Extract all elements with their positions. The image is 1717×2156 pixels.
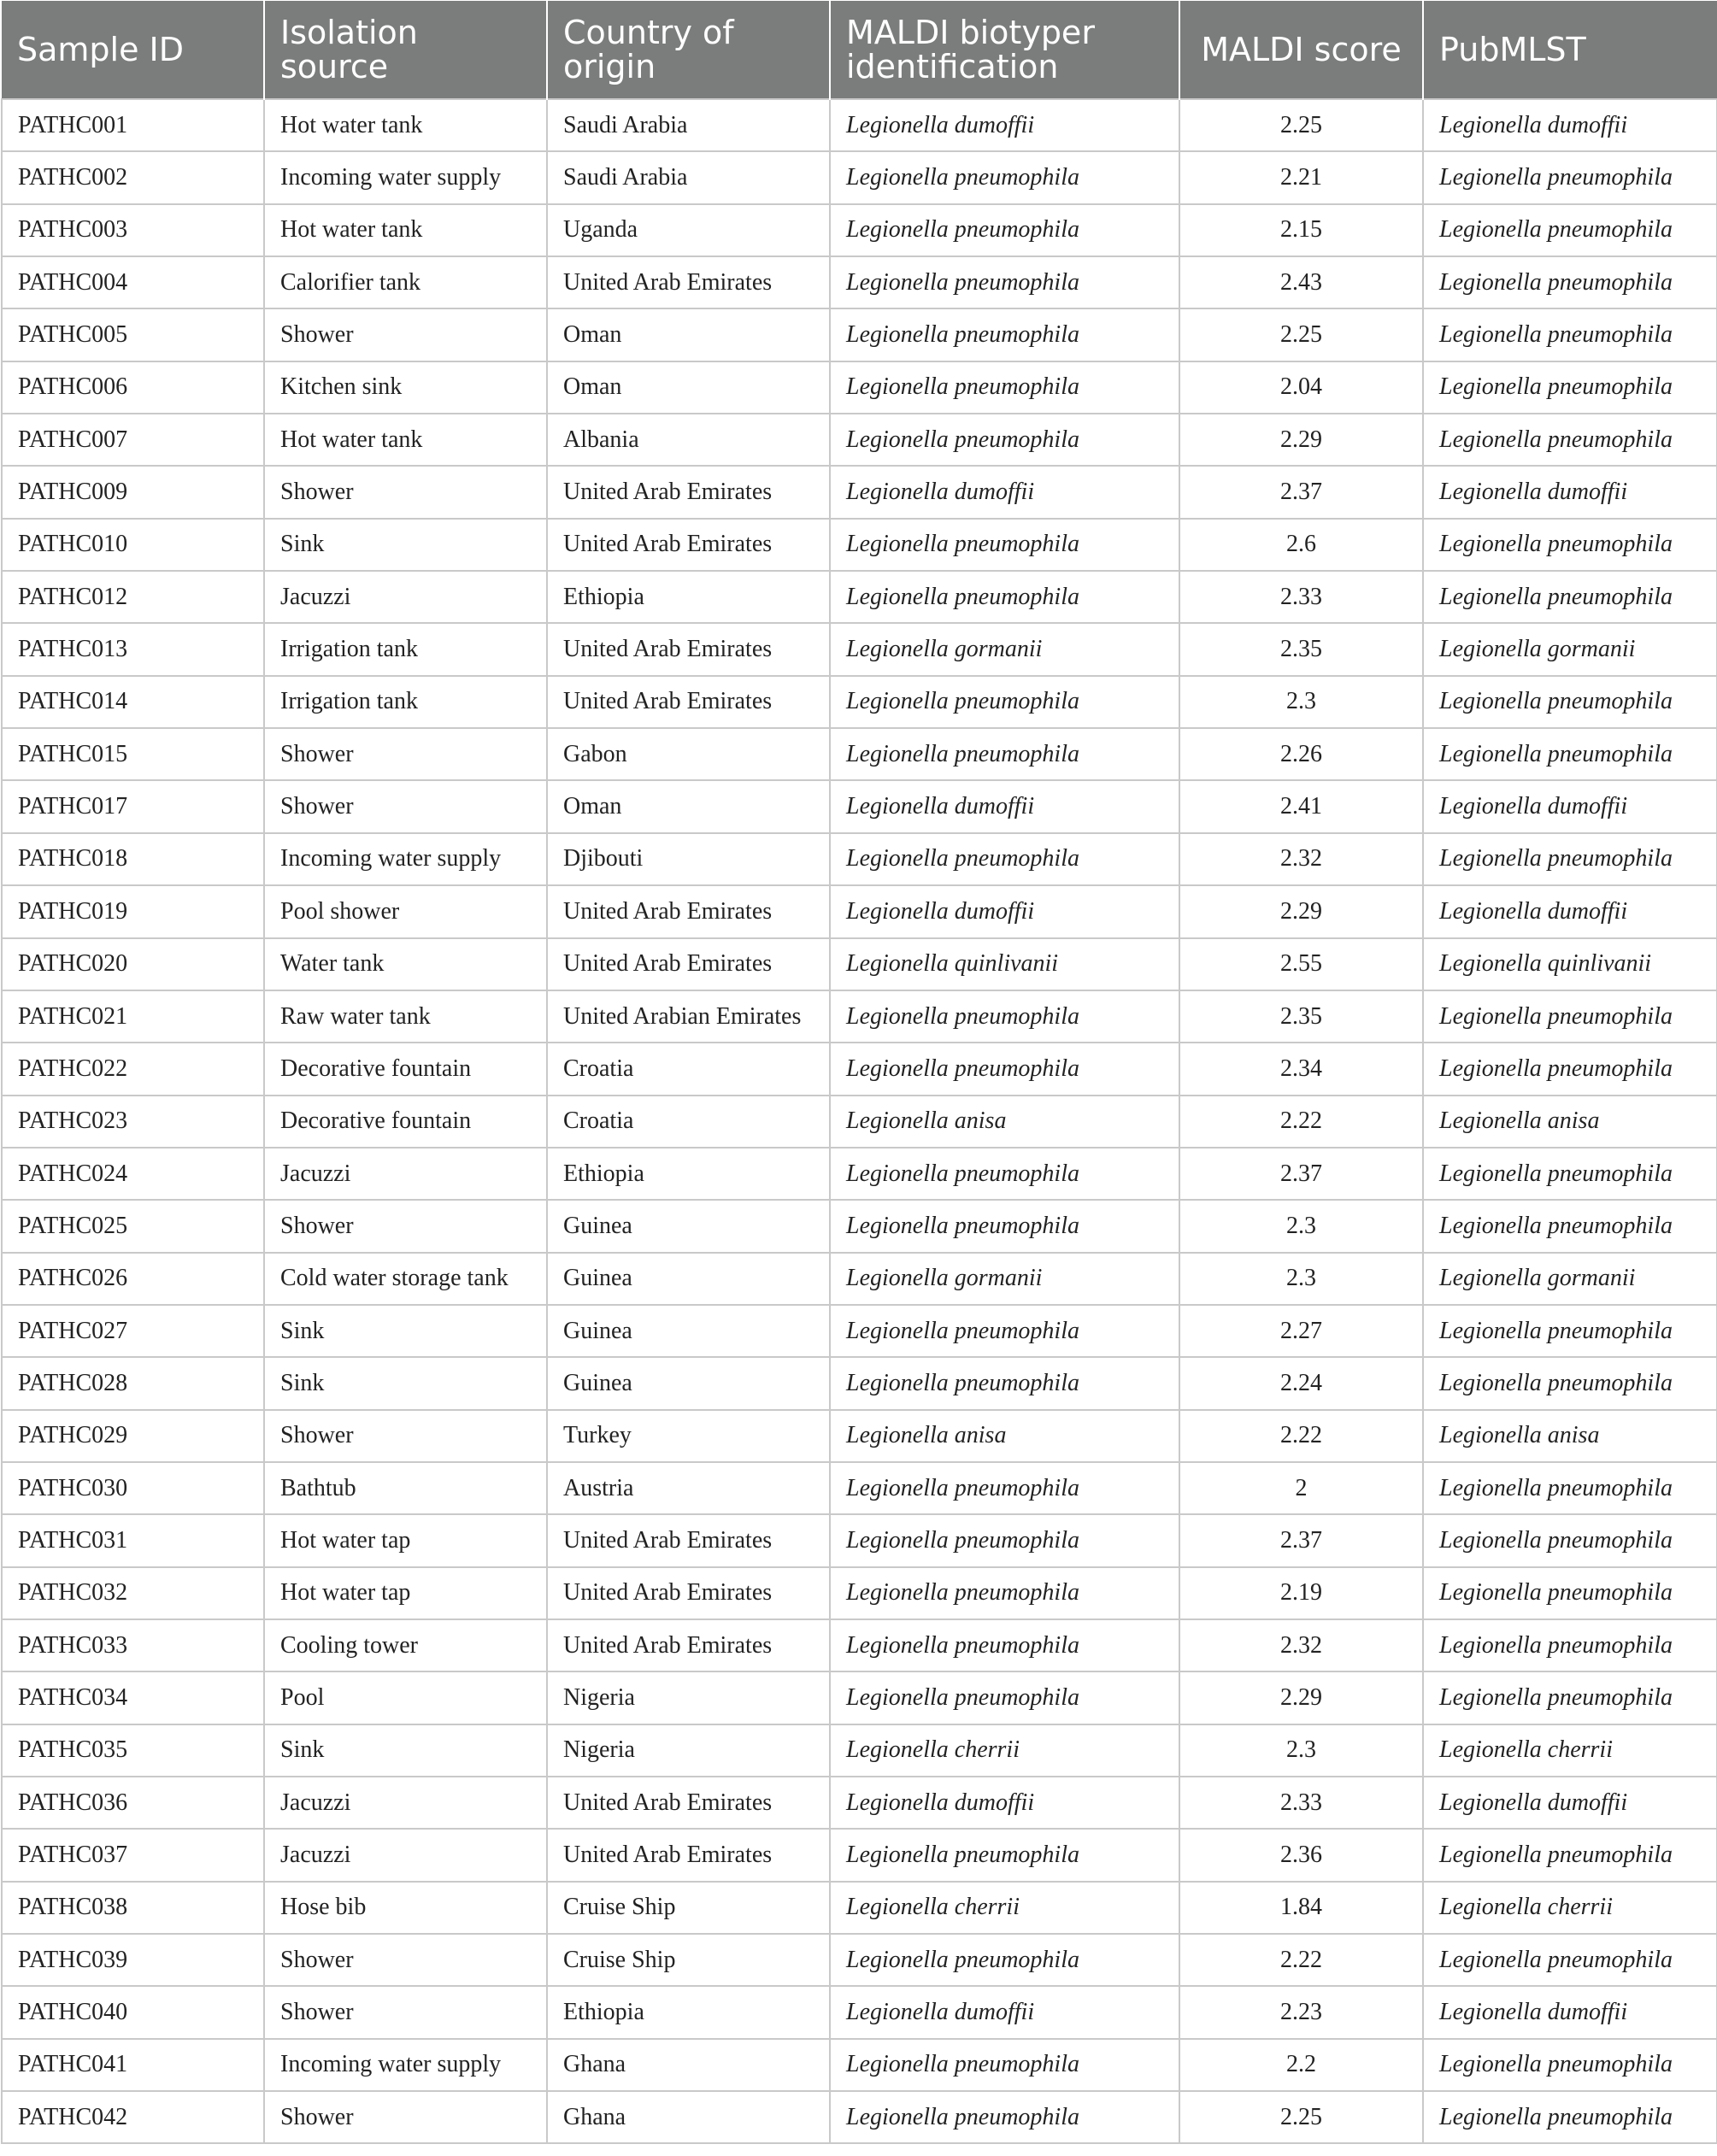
pubmlst-cell: Legionella dumoffii <box>1423 1986 1717 2038</box>
isolation-source-cell: Decorative fountain <box>264 1043 547 1095</box>
isolation-source-cell: Bathtub <box>264 1462 547 1514</box>
pubmlst-cell: Legionella dumoffii <box>1423 99 1717 151</box>
maldi-identification-cell: Legionella pneumophila <box>830 1043 1179 1095</box>
country-cell: Croatia <box>547 1043 830 1095</box>
country-cell: United Arab Emirates <box>547 676 830 728</box>
sample-id-cell: PATHC012 <box>2 571 264 623</box>
country-cell: United Arabian Emirates <box>547 990 830 1043</box>
pubmlst-cell: Legionella pneumophila <box>1423 990 1717 1043</box>
isolation-source-cell: Shower <box>264 780 547 832</box>
maldi-score-cell: 2.24 <box>1179 1357 1423 1409</box>
pubmlst-cell: Legionella pneumophila <box>1423 833 1717 885</box>
pubmlst-cell: Legionella pneumophila <box>1423 2091 1717 2143</box>
isolation-source-cell: Irrigation tank <box>264 676 547 728</box>
maldi-score-cell: 2.55 <box>1179 938 1423 990</box>
isolation-source-cell: Kitchen sink <box>264 361 547 414</box>
maldi-score-cell: 2.22 <box>1179 1410 1423 1462</box>
sample-id-cell: PATHC022 <box>2 1043 264 1095</box>
table-row <box>2 728 1717 780</box>
maldi-identification-cell: Legionella dumoffii <box>830 1986 1179 2038</box>
country-cell: Ethiopia <box>547 1148 830 1200</box>
maldi-identification-cell: Legionella pneumophila <box>830 1829 1179 1881</box>
table-row <box>2 256 1717 308</box>
sample-id-cell: PATHC026 <box>2 1253 264 1305</box>
table-row <box>2 151 1717 203</box>
table-row <box>2 676 1717 728</box>
maldi-score-cell: 2.35 <box>1179 623 1423 675</box>
table-row <box>2 1567 1717 1619</box>
maldi-score-cell: 2.43 <box>1179 256 1423 308</box>
maldi-identification-cell: Legionella pneumophila <box>830 676 1179 728</box>
table-row <box>2 1096 1717 1148</box>
sample-id-cell: PATHC033 <box>2 1619 264 1671</box>
maldi-identification-cell: Legionella gormanii <box>830 623 1179 675</box>
isolation-source-cell: Cooling tower <box>264 1619 547 1671</box>
sample-id-cell: PATHC007 <box>2 414 264 466</box>
country-cell: Ethiopia <box>547 1986 830 2038</box>
header-sample-id: Sample ID <box>2 1 264 99</box>
isolation-source-cell: Hot water tap <box>264 1514 547 1566</box>
pubmlst-cell: Legionella pneumophila <box>1423 1671 1717 1724</box>
maldi-identification-cell: Legionella pneumophila <box>830 361 1179 414</box>
country-cell: Gabon <box>547 728 830 780</box>
sample-id-cell: PATHC020 <box>2 938 264 990</box>
table-row <box>2 1724 1717 1777</box>
country-cell: Oman <box>547 308 830 361</box>
maldi-identification-cell: Legionella pneumophila <box>830 1357 1179 1409</box>
maldi-identification-cell: Legionella pneumophila <box>830 519 1179 571</box>
sample-id-cell: PATHC035 <box>2 1724 264 1777</box>
pubmlst-cell: Legionella pneumophila <box>1423 519 1717 571</box>
isolation-source-cell: Shower <box>264 2091 547 2143</box>
table-row <box>2 1462 1717 1514</box>
pubmlst-cell: Legionella pneumophila <box>1423 728 1717 780</box>
sample-id-cell: PATHC025 <box>2 1200 264 1252</box>
table-row <box>2 1934 1717 1986</box>
pubmlst-cell: Legionella dumoffii <box>1423 1777 1717 1829</box>
sample-id-cell: PATHC034 <box>2 1671 264 1724</box>
table-row <box>2 1410 1717 1462</box>
isolation-source-cell: Pool <box>264 1671 547 1724</box>
pubmlst-cell: Legionella pneumophila <box>1423 676 1717 728</box>
maldi-score-cell: 2.3 <box>1179 1724 1423 1777</box>
maldi-score-cell: 2.33 <box>1179 1777 1423 1829</box>
country-cell: Nigeria <box>547 1671 830 1724</box>
maldi-score-cell: 2.22 <box>1179 1934 1423 1986</box>
table-row <box>2 1305 1717 1357</box>
table-row <box>2 1514 1717 1566</box>
sample-id-cell: PATHC002 <box>2 151 264 203</box>
country-cell: Djibouti <box>547 833 830 885</box>
table-row <box>2 885 1717 937</box>
isolation-source-cell: Sink <box>264 519 547 571</box>
maldi-score-cell: 1.84 <box>1179 1882 1423 1934</box>
maldi-identification-cell: Legionella pneumophila <box>830 571 1179 623</box>
sample-id-cell: PATHC038 <box>2 1882 264 1934</box>
maldi-score-cell: 2.04 <box>1179 361 1423 414</box>
maldi-score-cell: 2.34 <box>1179 1043 1423 1095</box>
maldi-identification-cell: Legionella pneumophila <box>830 308 1179 361</box>
maldi-score-cell: 2.35 <box>1179 990 1423 1043</box>
isolation-source-cell: Cold water storage tank <box>264 1253 547 1305</box>
sample-id-cell: PATHC010 <box>2 519 264 571</box>
table-row <box>2 1253 1717 1305</box>
maldi-identification-cell: Legionella pneumophila <box>830 1934 1179 1986</box>
sample-id-cell: PATHC036 <box>2 1777 264 1829</box>
table-row <box>2 361 1717 414</box>
sample-id-cell: PATHC039 <box>2 1934 264 1986</box>
maldi-identification-cell: Legionella pneumophila <box>830 1671 1179 1724</box>
maldi-score-cell: 2.22 <box>1179 1096 1423 1148</box>
maldi-score-cell: 2.23 <box>1179 1986 1423 2038</box>
isolation-source-cell: Incoming water supply <box>264 151 547 203</box>
maldi-score-cell: 2.32 <box>1179 1619 1423 1671</box>
sample-id-cell: PATHC019 <box>2 885 264 937</box>
pubmlst-cell: Legionella quinlivanii <box>1423 938 1717 990</box>
isolation-source-cell: Irrigation tank <box>264 623 547 675</box>
maldi-identification-cell: Legionella dumoffii <box>830 885 1179 937</box>
sample-id-cell: PATHC037 <box>2 1829 264 1881</box>
header-isolation-source: Isolation source <box>264 1 547 99</box>
maldi-identification-cell: Legionella dumoffii <box>830 1777 1179 1829</box>
maldi-identification-cell: Legionella dumoffii <box>830 99 1179 151</box>
country-cell: United Arab Emirates <box>547 1777 830 1829</box>
isolation-source-cell: Hot water tap <box>264 1567 547 1619</box>
maldi-identification-cell: Legionella dumoffii <box>830 466 1179 518</box>
maldi-score-cell: 2.37 <box>1179 1148 1423 1200</box>
maldi-identification-cell: Legionella cherrii <box>830 1724 1179 1777</box>
table-header <box>2 1 1717 99</box>
maldi-identification-cell: Legionella pneumophila <box>830 1462 1179 1514</box>
country-cell: United Arab Emirates <box>547 1619 830 1671</box>
maldi-score-cell: 2.6 <box>1179 519 1423 571</box>
table-row <box>2 938 1717 990</box>
pubmlst-cell: Legionella dumoffii <box>1423 885 1717 937</box>
maldi-score-cell: 2.41 <box>1179 780 1423 832</box>
maldi-identification-cell: Legionella pneumophila <box>830 1619 1179 1671</box>
country-cell: Guinea <box>547 1305 830 1357</box>
isolation-source-cell: Shower <box>264 466 547 518</box>
sample-id-cell: PATHC018 <box>2 833 264 885</box>
country-cell: Nigeria <box>547 1724 830 1777</box>
table-row <box>2 1671 1717 1724</box>
sample-id-cell: PATHC041 <box>2 2039 264 2091</box>
maldi-score-cell: 2.36 <box>1179 1829 1423 1881</box>
maldi-score-cell: 2.2 <box>1179 2039 1423 2091</box>
maldi-identification-cell: Legionella pneumophila <box>830 151 1179 203</box>
maldi-identification-cell: Legionella pneumophila <box>830 2091 1179 2143</box>
isolation-source-cell: Calorifier tank <box>264 256 547 308</box>
isolation-source-cell: Decorative fountain <box>264 1096 547 1148</box>
isolation-source-cell: Jacuzzi <box>264 1777 547 1829</box>
isolation-source-cell: Sink <box>264 1305 547 1357</box>
isolation-source-cell: Jacuzzi <box>264 1148 547 1200</box>
header-row <box>2 1 1717 99</box>
pubmlst-cell: Legionella dumoffii <box>1423 466 1717 518</box>
pubmlst-cell: Legionella dumoffii <box>1423 780 1717 832</box>
table-row <box>2 414 1717 466</box>
country-cell: United Arab Emirates <box>547 519 830 571</box>
sample-id-cell: PATHC027 <box>2 1305 264 1357</box>
maldi-score-cell: 2.3 <box>1179 1200 1423 1252</box>
sample-id-cell: PATHC040 <box>2 1986 264 2038</box>
table-row <box>2 1829 1717 1881</box>
isolation-source-cell: Shower <box>264 728 547 780</box>
country-cell: Saudi Arabia <box>547 99 830 151</box>
sample-id-cell: PATHC029 <box>2 1410 264 1462</box>
country-cell: Croatia <box>547 1096 830 1148</box>
isolation-source-cell: Shower <box>264 1986 547 2038</box>
sample-id-cell: PATHC003 <box>2 204 264 256</box>
maldi-score-cell: 2.37 <box>1179 1514 1423 1566</box>
maldi-score-cell: 2.25 <box>1179 308 1423 361</box>
pubmlst-cell: Legionella cherrii <box>1423 1882 1717 1934</box>
maldi-score-cell: 2.29 <box>1179 885 1423 937</box>
maldi-score-cell: 2.19 <box>1179 1567 1423 1619</box>
isolation-source-cell: Jacuzzi <box>264 571 547 623</box>
header-maldi-identification: MALDI biotyper identification <box>830 1 1179 99</box>
pubmlst-cell: Legionella pneumophila <box>1423 308 1717 361</box>
pubmlst-cell: Legionella gormanii <box>1423 1253 1717 1305</box>
table-row <box>2 1200 1717 1252</box>
maldi-identification-cell: Legionella pneumophila <box>830 728 1179 780</box>
country-cell: Albania <box>547 414 830 466</box>
pubmlst-cell: Legionella cherrii <box>1423 1724 1717 1777</box>
maldi-score-cell: 2.33 <box>1179 571 1423 623</box>
table-row <box>2 466 1717 518</box>
maldi-score-cell: 2.21 <box>1179 151 1423 203</box>
pubmlst-cell: Legionella gormanii <box>1423 623 1717 675</box>
table-row <box>2 623 1717 675</box>
pubmlst-cell: Legionella pneumophila <box>1423 1934 1717 1986</box>
isolation-source-cell: Sink <box>264 1357 547 1409</box>
table-row <box>2 204 1717 256</box>
sample-id-cell: PATHC013 <box>2 623 264 675</box>
table-row <box>2 1357 1717 1409</box>
maldi-score-cell: 2.37 <box>1179 466 1423 518</box>
sample-id-cell: PATHC032 <box>2 1567 264 1619</box>
maldi-score-cell: 2.32 <box>1179 833 1423 885</box>
table-row <box>2 2091 1717 2143</box>
maldi-score-cell: 2.25 <box>1179 99 1423 151</box>
country-cell: Ghana <box>547 2039 830 2091</box>
pubmlst-cell: Legionella pneumophila <box>1423 204 1717 256</box>
maldi-score-cell: 2.27 <box>1179 1305 1423 1357</box>
country-cell: United Arab Emirates <box>547 1514 830 1566</box>
isolation-source-cell: Jacuzzi <box>264 1829 547 1881</box>
pubmlst-cell: Legionella pneumophila <box>1423 361 1717 414</box>
isolation-source-cell: Hot water tank <box>264 204 547 256</box>
isolation-source-cell: Incoming water supply <box>264 2039 547 2091</box>
country-cell: United Arab Emirates <box>547 885 830 937</box>
table-row <box>2 99 1717 151</box>
isolation-source-cell: Shower <box>264 1410 547 1462</box>
maldi-score-cell: 2 <box>1179 1462 1423 1514</box>
maldi-identification-cell: Legionella anisa <box>830 1410 1179 1462</box>
pubmlst-cell: Legionella pneumophila <box>1423 1357 1717 1409</box>
sample-id-cell: PATHC001 <box>2 99 264 151</box>
pubmlst-cell: Legionella pneumophila <box>1423 2039 1717 2091</box>
isolation-source-cell: Shower <box>264 308 547 361</box>
sample-id-cell: PATHC014 <box>2 676 264 728</box>
pubmlst-cell: Legionella pneumophila <box>1423 1829 1717 1881</box>
table-row <box>2 990 1717 1043</box>
isolation-source-cell: Raw water tank <box>264 990 547 1043</box>
isolation-source-cell: Hot water tank <box>264 414 547 466</box>
sample-id-cell: PATHC004 <box>2 256 264 308</box>
maldi-identification-cell: Legionella pneumophila <box>830 990 1179 1043</box>
country-cell: Ethiopia <box>547 571 830 623</box>
maldi-identification-cell: Legionella pneumophila <box>830 1514 1179 1566</box>
pubmlst-cell: Legionella pneumophila <box>1423 1043 1717 1095</box>
country-cell: Uganda <box>547 204 830 256</box>
sample-id-cell: PATHC021 <box>2 990 264 1043</box>
maldi-score-cell: 2.3 <box>1179 676 1423 728</box>
maldi-identification-cell: Legionella pneumophila <box>830 1567 1179 1619</box>
results-table <box>1 1 1717 2144</box>
pubmlst-cell: Legionella pneumophila <box>1423 151 1717 203</box>
maldi-identification-cell: Legionella pneumophila <box>830 256 1179 308</box>
pubmlst-cell: Legionella pneumophila <box>1423 1567 1717 1619</box>
pubmlst-cell: Legionella anisa <box>1423 1096 1717 1148</box>
sample-id-cell: PATHC042 <box>2 2091 264 2143</box>
table-row <box>2 519 1717 571</box>
maldi-score-cell: 2.25 <box>1179 2091 1423 2143</box>
sample-id-cell: PATHC028 <box>2 1357 264 1409</box>
country-cell: Turkey <box>547 1410 830 1462</box>
isolation-source-cell: Shower <box>264 1934 547 1986</box>
isolation-source-cell: Hose bib <box>264 1882 547 1934</box>
maldi-identification-cell: Legionella pneumophila <box>830 833 1179 885</box>
table-row <box>2 308 1717 361</box>
maldi-identification-cell: Legionella pneumophila <box>830 1305 1179 1357</box>
pubmlst-cell: Legionella pneumophila <box>1423 571 1717 623</box>
country-cell: Guinea <box>547 1200 830 1252</box>
sample-id-cell: PATHC031 <box>2 1514 264 1566</box>
table-row <box>2 571 1717 623</box>
isolation-source-cell: Hot water tank <box>264 99 547 151</box>
pubmlst-cell: Legionella pneumophila <box>1423 1200 1717 1252</box>
sample-id-cell: PATHC024 <box>2 1148 264 1200</box>
table-body <box>2 99 1717 2143</box>
maldi-identification-cell: Legionella pneumophila <box>830 1148 1179 1200</box>
country-cell: United Arab Emirates <box>547 938 830 990</box>
isolation-source-cell: Pool shower <box>264 885 547 937</box>
pubmlst-cell: Legionella pneumophila <box>1423 1619 1717 1671</box>
table-row <box>2 1882 1717 1934</box>
maldi-identification-cell: Legionella quinlivanii <box>830 938 1179 990</box>
isolation-source-cell: Incoming water supply <box>264 833 547 885</box>
country-cell: United Arab Emirates <box>547 623 830 675</box>
country-cell: United Arab Emirates <box>547 466 830 518</box>
sample-id-cell: PATHC005 <box>2 308 264 361</box>
sample-id-cell: PATHC017 <box>2 780 264 832</box>
maldi-identification-cell: Legionella pneumophila <box>830 204 1179 256</box>
table-row <box>2 833 1717 885</box>
country-cell: Cruise Ship <box>547 1934 830 1986</box>
maldi-identification-cell: Legionella pneumophila <box>830 1200 1179 1252</box>
maldi-score-cell: 2.26 <box>1179 728 1423 780</box>
country-cell: Cruise Ship <box>547 1882 830 1934</box>
sample-id-cell: PATHC006 <box>2 361 264 414</box>
maldi-score-cell: 2.29 <box>1179 414 1423 466</box>
table-row <box>2 1619 1717 1671</box>
isolation-source-cell: Water tank <box>264 938 547 990</box>
maldi-identification-cell: Legionella anisa <box>830 1096 1179 1148</box>
header-pubmlst: PubMLST <box>1423 1 1717 99</box>
country-cell: United Arab Emirates <box>547 1829 830 1881</box>
country-cell: Oman <box>547 361 830 414</box>
maldi-score-cell: 2.3 <box>1179 1253 1423 1305</box>
pubmlst-cell: Legionella pneumophila <box>1423 414 1717 466</box>
maldi-identification-cell: Legionella gormanii <box>830 1253 1179 1305</box>
isolation-source-cell: Sink <box>264 1724 547 1777</box>
sample-id-cell: PATHC015 <box>2 728 264 780</box>
pubmlst-cell: Legionella pneumophila <box>1423 1305 1717 1357</box>
country-cell: Saudi Arabia <box>547 151 830 203</box>
country-cell: Austria <box>547 1462 830 1514</box>
header-maldi-score: MALDI score <box>1179 1 1423 99</box>
table-row <box>2 1986 1717 2038</box>
sample-id-cell: PATHC030 <box>2 1462 264 1514</box>
country-cell: Oman <box>547 780 830 832</box>
maldi-identification-cell: Legionella cherrii <box>830 1882 1179 1934</box>
sample-id-cell: PATHC023 <box>2 1096 264 1148</box>
table-row <box>2 1777 1717 1829</box>
sample-id-cell: PATHC009 <box>2 466 264 518</box>
header-country-of-origin: Country of origin <box>547 1 830 99</box>
maldi-score-cell: 2.15 <box>1179 204 1423 256</box>
maldi-identification-cell: Legionella pneumophila <box>830 414 1179 466</box>
pubmlst-cell: Legionella pneumophila <box>1423 256 1717 308</box>
country-cell: United Arab Emirates <box>547 256 830 308</box>
country-cell: United Arab Emirates <box>547 1567 830 1619</box>
pubmlst-cell: Legionella pneumophila <box>1423 1148 1717 1200</box>
table-row <box>2 1148 1717 1200</box>
table-row <box>2 2039 1717 2091</box>
maldi-identification-cell: Legionella dumoffii <box>830 780 1179 832</box>
table-row <box>2 780 1717 832</box>
country-cell: Guinea <box>547 1253 830 1305</box>
pubmlst-cell: Legionella anisa <box>1423 1410 1717 1462</box>
country-cell: Guinea <box>547 1357 830 1409</box>
pubmlst-cell: Legionella pneumophila <box>1423 1514 1717 1566</box>
isolation-source-cell: Shower <box>264 1200 547 1252</box>
country-cell: Ghana <box>547 2091 830 2143</box>
table-row <box>2 1043 1717 1095</box>
maldi-identification-cell: Legionella pneumophila <box>830 2039 1179 2091</box>
pubmlst-cell: Legionella pneumophila <box>1423 1462 1717 1514</box>
maldi-score-cell: 2.29 <box>1179 1671 1423 1724</box>
